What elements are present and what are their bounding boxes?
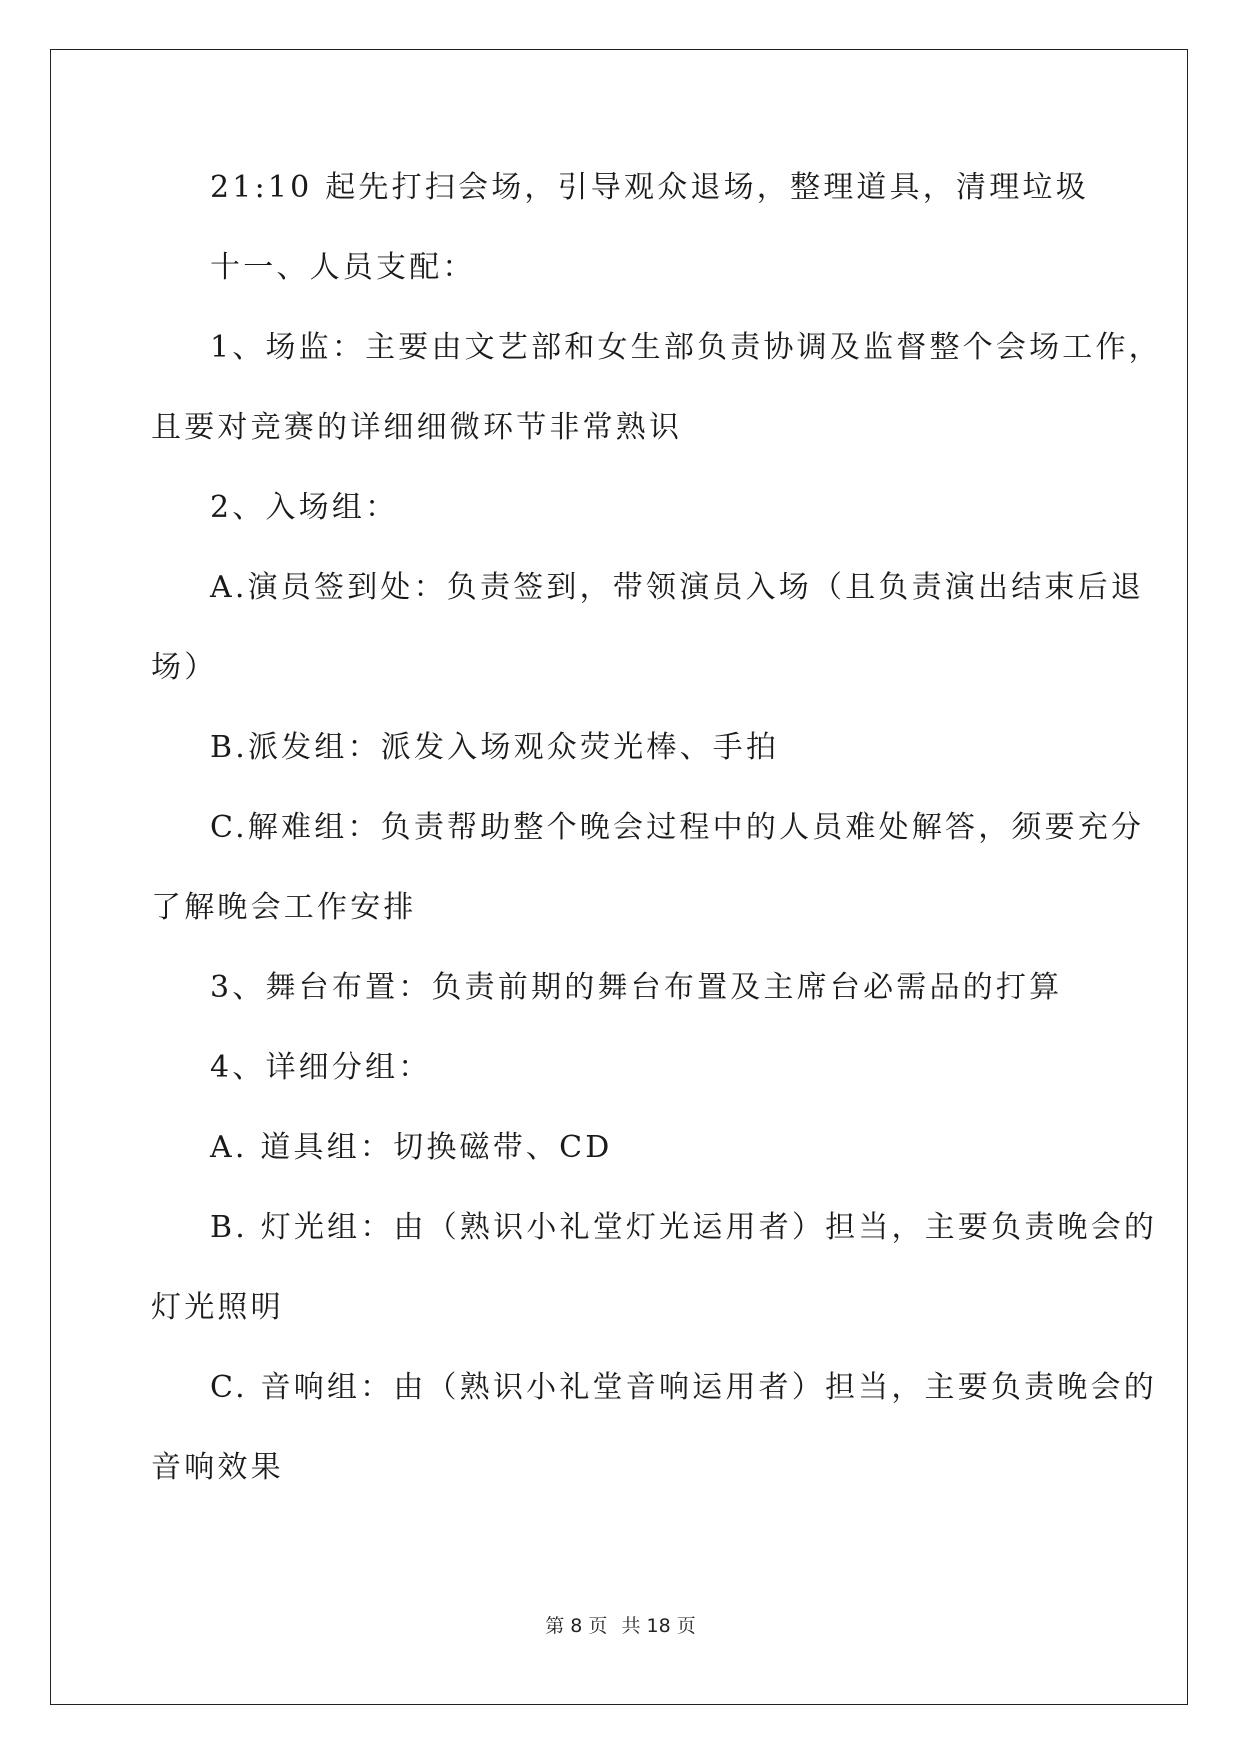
text-line: 了解晚会工作安排: [151, 890, 417, 925]
text-line: 1、场监：主要由文艺部和女生部负责协调及监督整个会场工作，: [210, 330, 1162, 365]
text-line: C.解难组：负责帮助整个晚会过程中的人员难处解答，须要充分: [210, 810, 1145, 845]
section-heading: 十一、人员支配：: [210, 250, 476, 285]
text-line: 2、入场组：: [210, 490, 399, 525]
text-line: 灯光照明: [151, 1290, 284, 1325]
text-line: 且要对竞赛的详细细微环节非常熟识: [151, 410, 683, 445]
text-line: 21:10 起先打扫会场，引导观众退场，整理道具，清理垃圾: [210, 170, 1089, 205]
text-line: 4、详细分组：: [210, 1050, 432, 1085]
page-total: 共 18 页: [621, 1615, 696, 1637]
text-line: B.派发组：派发入场观众荧光棒、手拍: [210, 730, 780, 765]
text-line: A. 道具组：切换磁带、CD: [210, 1130, 613, 1165]
text-line: 场）: [151, 650, 218, 685]
text-line: B. 灯光组：由（熟识小礼堂灯光运用者）担当，主要负责晚会的: [210, 1210, 1158, 1245]
page-footer: [0, 1614, 1241, 1638]
text-line: 音响效果: [151, 1450, 284, 1485]
page-number: 第 8 页: [545, 1615, 608, 1637]
text-line: A.演员签到处：负责签到，带领演员入场（且负责演出结束后退: [210, 570, 1145, 605]
text-line: 3、舞台布置：负责前期的舞台布置及主席台必需品的打算: [210, 970, 1063, 1005]
text-line: C. 音响组：由（熟识小礼堂音响运用者）担当，主要负责晚会的: [210, 1370, 1157, 1405]
